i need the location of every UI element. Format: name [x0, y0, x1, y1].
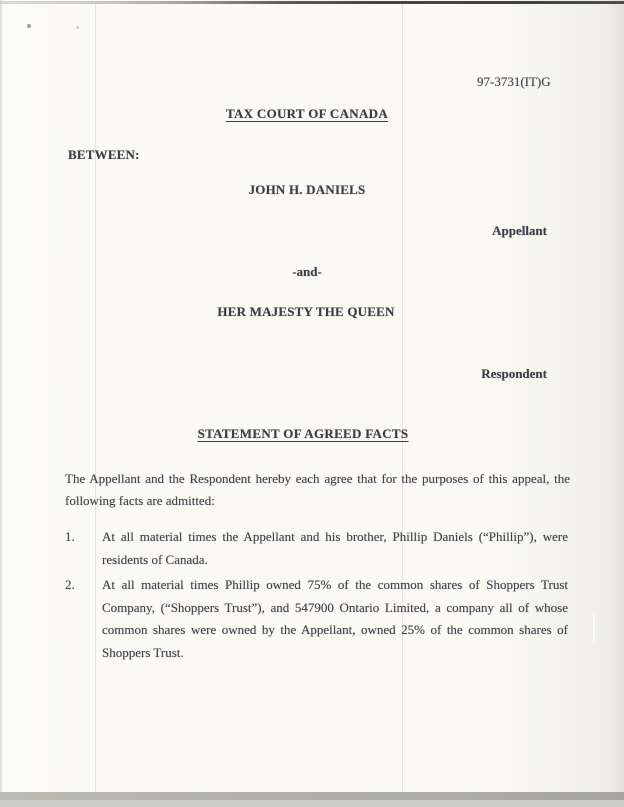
respondent-name: HER MAJESTY THE QUEEN: [217, 304, 395, 319]
scan-speck: [27, 24, 31, 28]
court-title: TAX COURT OF CANADA: [225, 106, 389, 121]
appellant-name: JOHN H. DANIELS: [248, 182, 366, 197]
appellant-role-label: Appellant: [492, 223, 547, 238]
between-label: BETWEEN:: [68, 147, 140, 162]
scan-speck: [76, 26, 79, 29]
scan-bottom-edge: [0, 792, 624, 800]
scan-scratch-mark: [593, 615, 595, 641]
scan-top-edge: [0, 1, 624, 4]
fact-text: At all material times Phillip owned 75% of the common shares of Shoppers Trust Company, (“Shoppers Trust”), and 547900 Ontario Limited, a company all of whose common shares were owned by the Appellant, owned 25% of the common shares of Shoppers Trust.: [102, 577, 568, 660]
docket-number: 97-3731(IT)G: [477, 74, 551, 89]
fact-item-1: [65, 526, 568, 571]
fold-line-left: [95, 4, 96, 792]
intro-paragraph: The Appellant and the Respondent hereby each agree that for the purposes of this appeal, the following facts are admitted:: [65, 471, 570, 508]
fact-number: 2.: [65, 577, 75, 592]
respondent-role-label: Respondent: [481, 366, 547, 381]
scan-left-edge: [0, 0, 2, 807]
fact-item-2: [65, 574, 568, 664]
scan-bottom-margin: [0, 800, 624, 807]
fact-text: At all material times the Appellant and his brother, Phillip Daniels (“Phillip”), were residents of Canada.: [102, 529, 568, 567]
section-heading: STATEMENT OF AGREED FACTS: [197, 426, 409, 441]
fact-number: 1.: [65, 529, 75, 544]
and-separator: -and-: [292, 264, 322, 279]
